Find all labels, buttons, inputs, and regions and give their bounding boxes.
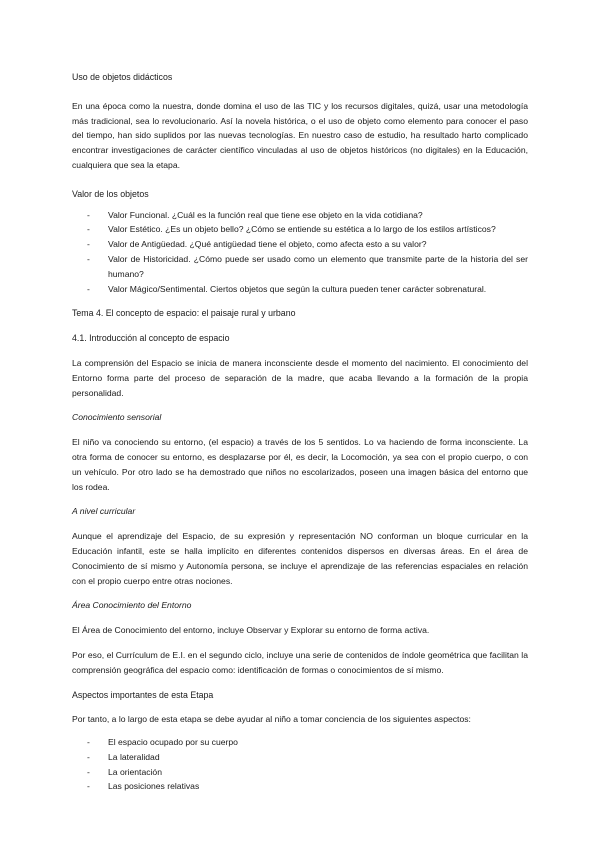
- paragraph-nivel-curricular: Aunque el aprendizaje del Espacio, de su expresión y representación NO conforman un bloque curricular en la Educación infantil, este se halla implícito en diferentes contenidos dispersos en diversas áreas. En el área de Conocimiento de sí mismo y Autonomía persona, se incluye el aprendizaje de las referencias espaciales en relación con el propio cuerpo entre otras nociones.: [72, 531, 528, 586]
- dash-bullet: -: [87, 224, 90, 235]
- list-item: [72, 765, 528, 780]
- paragraph-intro: En una época como la nuestra, donde domina el uso de las TIC y los recursos digitales, quizá, usar una metodología más tradicional, sea lo revolucionario. Así la novela histórica, o el uso de objeto como elemento para conocer el paso del tiempo, han sido suplidos por las nuevas tecnologías. En nuestro caso de estudio, ha resultado harto complicado encontrar investigaciones de carácter científico vinculadas al uso de objetos históricos (no digitales) en la Educación, cualquiera que sea la etapa.: [72, 100, 528, 170]
- heading-uso-objetos: Uso de objetos didácticos: [72, 72, 173, 82]
- dash-bullet: -: [87, 239, 90, 250]
- list-item-text: La lateralidad: [108, 751, 160, 762]
- paragraph-curriculum: Por eso, el Currículum de E.I. en el segundo ciclo, incluye una serie de contenidos de índole geométrica que facilitan la comprensión geográfica del espacio como: identificación de formas o conocimientos de sí mismo.: [72, 649, 528, 675]
- list-item-text: La orientación: [108, 766, 162, 777]
- paragraph-area-entorno: El Área de Conocimiento del entorno, incluye Observar y Explorar su entorno de forma activa.: [72, 625, 430, 636]
- paragraph-comprension-espacio: La comprensión del Espacio se inicia de manera inconsciente desde el momento del nacimiento. El conocimiento del Entorno forma parte del proceso de separación de la madre, que acaba llevando a la formación de la propia personalidad.: [72, 357, 528, 398]
- dash-bullet: -: [87, 781, 90, 792]
- document-page: [72, 70, 528, 794]
- dash-bullet: -: [87, 766, 90, 777]
- dash-bullet: -: [87, 737, 90, 748]
- heading-tema-4: Tema 4. El concepto de espacio: el paisaje rural y urbano: [72, 308, 296, 319]
- dash-bullet: -: [87, 283, 90, 294]
- heading-valor-objetos: Valor de los objetos: [72, 188, 149, 199]
- list-item-text: Valor Mágico/Sentimental. Ciertos objetos que según la cultura pueden tener carácter sobrenatural.: [108, 283, 487, 294]
- list-item: [72, 222, 528, 237]
- subheading-area-entorno: Área Conocimiento del Entorno: [72, 600, 192, 611]
- paragraph-conocimiento-sensorial: El niño va conociendo su entorno, (el espacio) a través de los 5 sentidos. Lo va haciendo de forma inconsciente. La otra forma de conocer su entorno, es desplazarse por él, es decir, la Locomoción, ya sea con el propio cuerpo, o con un vehículo. Por otro lado se ha demostrado que niños no escolarizados, poseen una imagen básica del entorno que los rodea.: [72, 437, 528, 492]
- list-item: [72, 779, 528, 794]
- dash-bullet: -: [87, 209, 90, 220]
- list-item-text: Las posiciones relativas: [108, 781, 200, 792]
- list-item: [72, 735, 528, 750]
- list-item: [72, 282, 528, 297]
- list-item-text: Valor de Historicidad. ¿Cómo puede ser usado como un elemento que transmite parte de la historia del ser humano?: [108, 253, 528, 279]
- list-item-text: Valor de Antigüedad. ¿Qué antigüedad tiene el objeto, como afecta esto a su valor?: [108, 239, 427, 250]
- list-item: [72, 208, 528, 223]
- list-item: [72, 237, 528, 252]
- list-item-text: Valor Funcional. ¿Cuál es la función real que tiene ese objeto en la vida cotidiana?: [108, 209, 423, 220]
- dash-bullet: -: [87, 751, 90, 762]
- aspects-list: [72, 735, 528, 794]
- list-item-text: Valor Estético. ¿Es un objeto bello? ¿Cómo se entiende su estética a lo largo de los estilos artísticos?: [108, 224, 496, 235]
- list-item-text: El espacio ocupado por su cuerpo: [108, 737, 238, 748]
- subheading-nivel-curricular: A nivel curricular: [72, 506, 136, 517]
- heading-4-1: 4.1. Introducción al concepto de espacio: [72, 333, 230, 344]
- list-item: [72, 252, 528, 282]
- list-item: [72, 750, 528, 765]
- dash-bullet: -: [87, 253, 90, 264]
- subheading-conocimiento-sensorial: Conocimiento sensorial: [72, 412, 162, 423]
- paragraph-aspectos: Por tanto, a lo largo de esta etapa se debe ayudar al niño a tomar conciencia de los siguientes aspectos:: [72, 714, 471, 725]
- heading-aspectos-importantes: Aspectos importantes de esta Etapa: [72, 689, 214, 700]
- values-list: [72, 208, 528, 297]
